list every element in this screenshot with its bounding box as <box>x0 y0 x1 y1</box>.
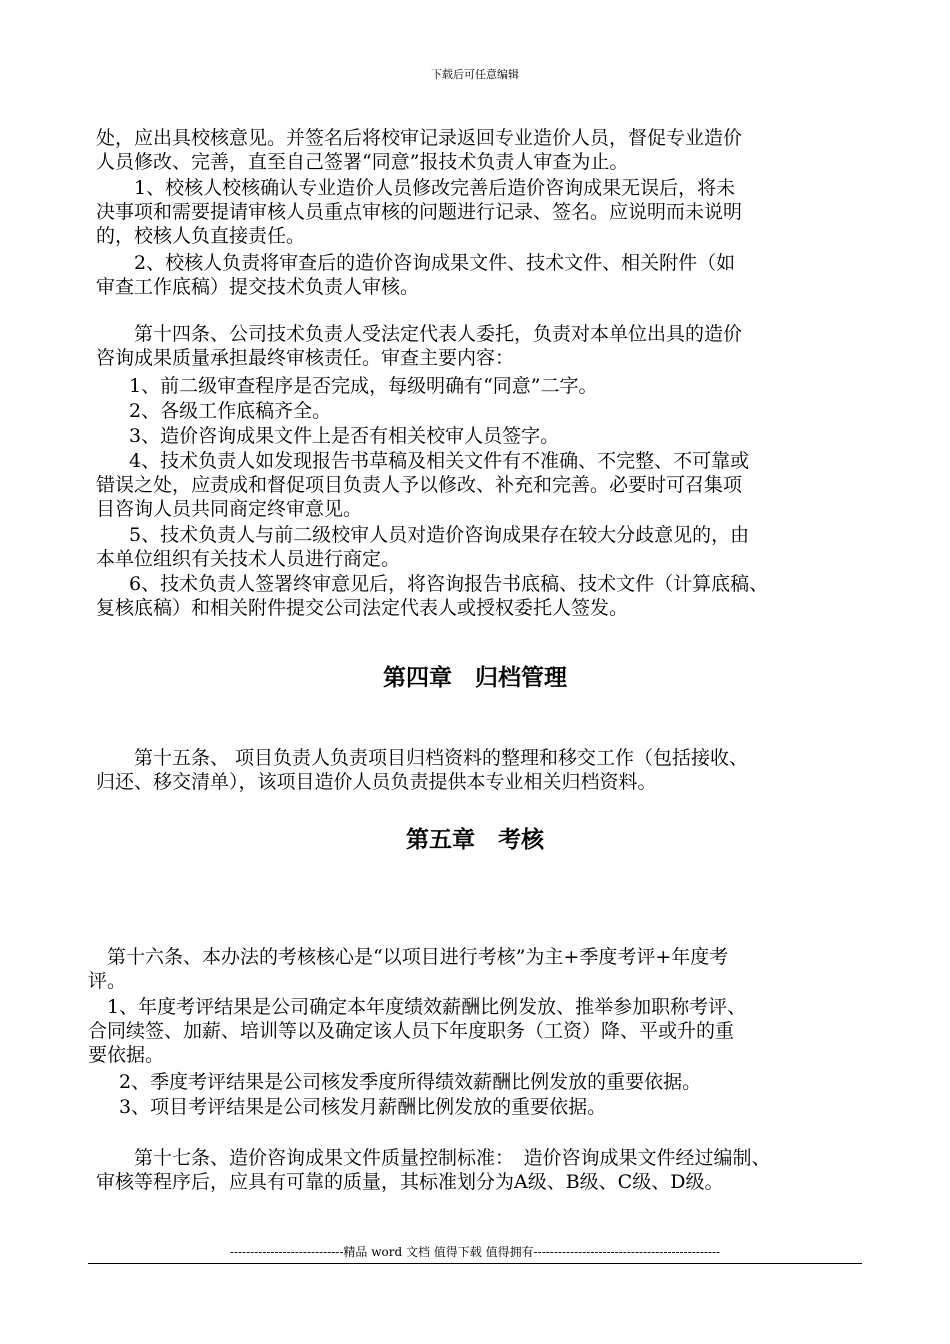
paragraph <box>96 322 742 370</box>
text-line: 5、技术负责人与前二级校审人员对造价咨询成果存在较大分歧意见的，由 <box>110 524 750 546</box>
paragraph <box>110 399 331 423</box>
text-line: 的，校核人负直接责任。 <box>96 225 306 247</box>
text-line: 2、季度考评结果是公司核发季度所得绩效薪酬比例发放的重要依据。 <box>100 1071 702 1093</box>
text-line: 2、各级工作底稿齐全。 <box>110 400 332 422</box>
text-line: 错误之处，应责成和督促项目负责人予以修改、补充和完善。必要时可召集项 <box>96 474 743 496</box>
paragraph <box>88 945 728 993</box>
text-line: 复核底稿）和相关附件提交公司法定代表人或授权委托人签发。 <box>96 597 629 619</box>
text-line: 处，应出具校核意见。并签名后将校审记录返回专业造价人员，督促专业造价 <box>96 127 743 149</box>
paragraph <box>100 1070 701 1094</box>
text-line: 1、校核人校核确认专业造价人员修改完善后造价咨询成果无误后，将未 <box>96 177 736 199</box>
text-line: 第十五条、 项目负责人负责项目归档资料的整理和移交工作（包括接收、 <box>96 747 749 769</box>
text-line: 目咨询人员共同商定终审意见。 <box>96 498 363 520</box>
paragraph <box>100 1095 606 1119</box>
chapter-heading: 第五章 考核 <box>406 827 544 853</box>
page-header: 下载后可任意编辑 <box>431 68 519 81</box>
text-line: 审查工作底稿）提交技术负责人审核。 <box>96 276 420 298</box>
paragraph <box>96 176 742 248</box>
paragraph <box>88 995 746 1067</box>
text-line: 第十六条、本办法的考核核心是“以项目进行考核”为主+季度考评+年度考 <box>88 946 729 968</box>
paragraph <box>96 746 748 794</box>
text-line: 合同续签、加薪、培训等以及确定该人员下年度职务（工资）降、平或升的重 <box>88 1020 735 1042</box>
paragraph <box>110 374 598 398</box>
text-line: 归还、移交清单），该项目造价人员负责提供本专业相关归档资料。 <box>96 771 657 793</box>
text-line: 要依据。 <box>88 1044 165 1066</box>
chapter-heading: 第四章 归档管理 <box>383 665 567 691</box>
text-line: 审核等程序后，应具有可靠的质量，其标准划分为A级、B级、C级、D级。 <box>96 1171 724 1193</box>
page-footer: ----------------------------精品 word 文档 值得下载 值得拥有---------------------------------------------- <box>229 1245 721 1259</box>
text-line: 评。 <box>88 970 127 992</box>
paragraph <box>110 424 559 448</box>
paragraph <box>96 523 749 571</box>
paragraph <box>96 572 768 620</box>
paragraph <box>96 1146 771 1194</box>
text-line: 3、项目考评结果是公司核发月薪酬比例发放的重要依据。 <box>100 1096 607 1118</box>
text-line: 咨询成果质量承担最终审核责任。审查主要内容： <box>96 347 515 369</box>
text-line: 本单位组织有关技术人员进行商定。 <box>96 548 401 570</box>
text-line: 决事项和需要提请审核人员重点审核的问题进行记录、签名。应说明而未说明 <box>96 201 743 223</box>
text-line: 1、年度考评结果是公司确定本年度绩效薪酬比例发放、推举参加职称考评、 <box>88 996 747 1018</box>
text-line: 第十七条、造价咨询成果文件质量控制标准： 造价咨询成果文件经过编制、 <box>96 1147 771 1169</box>
paragraph <box>96 449 749 521</box>
text-line: 第十四条、公司技术负责人受法定代表人委托，负责对本单位出具的造价 <box>96 323 743 345</box>
text-line: 2、校核人负责将审查后的造价咨询成果文件、技术文件、相关附件（如 <box>96 252 736 274</box>
text-line: 人员修改、完善，直至自己签署“同意”报技术负责人审查为止。 <box>96 151 629 173</box>
footer-rule <box>88 1263 862 1264</box>
text-line: 3、造价咨询成果文件上是否有相关校审人员签字。 <box>110 425 560 447</box>
paragraph <box>96 126 742 174</box>
text-line: 4、技术负责人如发现报告书草稿及相关文件有不准确、不完整、不可靠或 <box>110 450 750 472</box>
text-line: 1、前二级审查程序是否完成，每级明确有“同意”二字。 <box>110 375 598 397</box>
text-line: 6、技术负责人签署终审意见后，将咨询报告书底稿、技术文件（计算底稿、 <box>110 573 769 595</box>
paragraph <box>96 251 735 299</box>
